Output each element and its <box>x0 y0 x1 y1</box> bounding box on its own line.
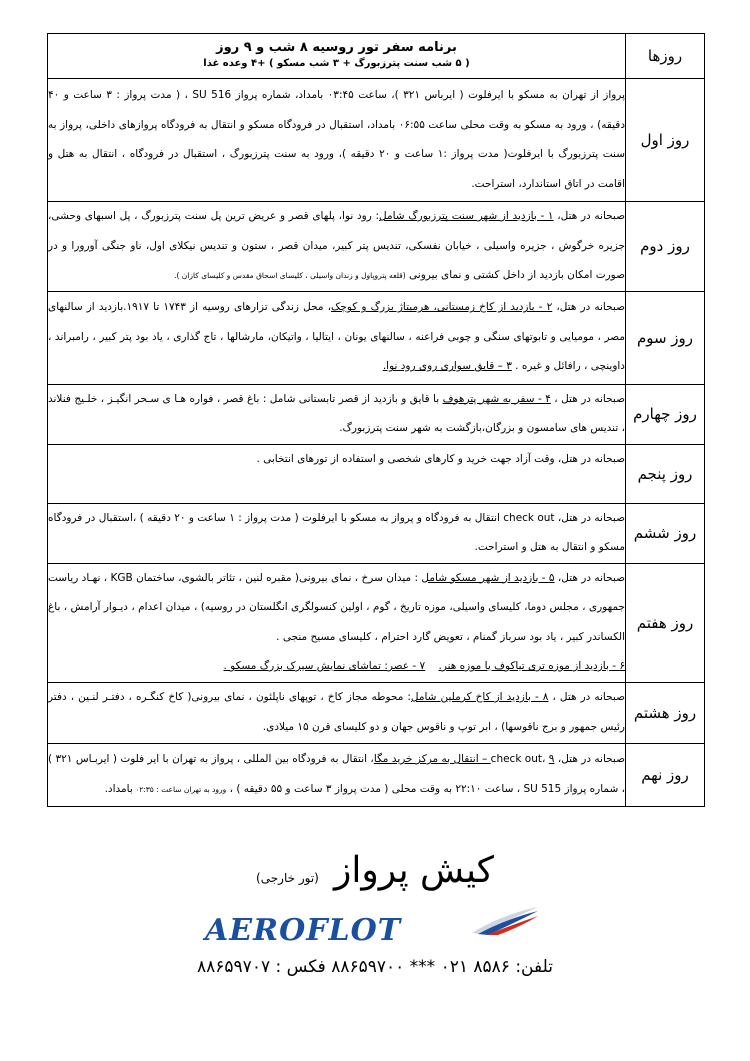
tour-item: ۱ - بازدید از شهر سنت پترزبورگ شامل <box>379 210 554 222</box>
day-row-2 <box>48 202 705 292</box>
day-label: روز دوم <box>626 202 705 292</box>
day-label: روز پنجم <box>626 444 705 503</box>
day-row-8 <box>48 682 705 743</box>
desc-text: : میدان سرخ ، نمای بیرونی( مقبره لنین ، تئاتر بالشوی، ساختمان KGB ، نهـاد ریاست جمهوری ، مجلس دوما، کلیسای واسیلی، موزه تاریخ ، گوم ، اولین کنسولگری انگلستان در روسیه) ، میدان اعدام ، دیـوار آرامش ، باغ الکساندر کبیر ، یاد بود سرباز گمنام ، تعویض گارد احترام ، کلیسای مسیح منجی . <box>48 571 625 643</box>
itinerary-title: برنامه سفر تور روسیه ۸ شب و ۹ روز <box>216 40 457 55</box>
company-name: کیش پرواز <box>333 850 494 891</box>
tour-item: ۸ - بازدید از کاخ کرملین شامل <box>410 691 549 703</box>
day-row-6 <box>48 503 705 563</box>
day-label: روز سوم <box>626 291 705 384</box>
company-subtitle: (تور خارجی) <box>256 871 319 885</box>
tour-item: ۷ - عصر: تماشای نمایش سیرک بزرگ مسکو . <box>223 660 426 672</box>
flag-wing-icon <box>470 905 540 935</box>
day-description: پرواز از تهران به مسکو با ایرفلوت ( ایرباس ۳۲۱ )، ساعت ۰۳:۴۵ بامداد، شماره پرواز SU 516 ، ( مدت پرواز : ۳ ساعت و ۴۰ دقیقه) ، ورود به مسکو به وقت محلی ساعت ۰۶:۵۵ بامداد، استقبال در فرودگاه مسکو و انتقال به فرودگاه پروازهای داخلی، پرواز به سنت پترزبورگ با ایرفلوت( مدت پرواز :۱ ساعت و ۲۰ دقیقه )، ورود به سنت پترزبورگ ، استقبال در فرودگاه ، انتقال به هتل و اقامت در اتاق استاندارد، استراحت. <box>48 79 626 202</box>
day-label: روز هشتم <box>626 682 705 743</box>
day-row-7 <box>48 563 705 682</box>
itinerary-subtitle: ( ۵ شب سنت پترزبورگ + ۳ شب مسکو ) +۴ وعده غذا <box>203 58 470 69</box>
day-description: صبحانه در هتل، وقت آزاد جهت خرید و کارهای شخصی و استفاده از تورهای انتخابی . <box>48 444 626 503</box>
aeroflot-logo <box>205 905 545 950</box>
day-description <box>48 743 626 806</box>
day-label: روز نهم <box>626 743 705 806</box>
table-header-row <box>48 34 705 79</box>
tour-item: ۴ - سفر به شهر پترهوف <box>442 392 551 405</box>
day-row-1 <box>48 79 705 202</box>
tour-item: ۶ - بازدید از موزه تری تیاکوف یا موزه هنر. <box>438 660 625 672</box>
desc-text: صبحانه در هتل، <box>552 301 625 314</box>
day-label: روز هفتم <box>626 563 705 682</box>
itinerary-table <box>47 33 705 807</box>
desc-text: صبحانه در هتل ، <box>548 691 625 703</box>
desc-note: ورود به تهران ساعت : ۰۲:۳۵ <box>132 784 227 794</box>
desc-text: بامداد. <box>104 782 133 795</box>
day-description <box>48 384 626 444</box>
company-brand <box>0 850 750 900</box>
desc-note: (قلعه پتروپاول و زندان واسیلی ، کلیسای اسحاق مقدس و کلیسای کازان ). <box>174 271 406 280</box>
aeroflot-logo-text: AEROFLOT <box>205 913 402 948</box>
desc-text: : محوطه مجاز کاخ ، توپهای ناپلئون ، نمای بیرونی( کاخ کنگـره ، دفتـر لنـین ، دفتر رئیس جمهور و برج ناقوسها) ، ابر توپ و ناقوس جهان و دو کلیسای قرن ۱۵ میلادی. <box>48 691 625 733</box>
contact-info: تلفن: ۸۵۸۶ ۰۲۱ *** ۸۸۶۵۹۷۰۰ فکس : ۸۸۶۵۹۷۰۷ <box>197 957 553 977</box>
desc-text: صبحانه در هتل ، <box>550 392 625 405</box>
days-column-header: روزها <box>626 34 705 79</box>
day-description <box>48 563 626 682</box>
desc-text: ، محل زندگی تزارهای روسیه از ۱۷۴۳ تا ۱۹۱۷.بازدید از سالنهای مصر ، مومیایی و تابوتهای سنگی و چوبی فراعنه ، سالنهای یونان ، ایتالیا ، واتیکان، مارشالها ، تاج گذاری ، یاد بود پتر کبیر ، رامبراند ، داوینچی ، رافائل و غیره . <box>48 301 625 373</box>
desc-text: صبحانه در هتل، check out، <box>490 753 626 765</box>
desc-text: صبحانه در هتل، <box>554 571 625 584</box>
day-row-9 <box>48 743 705 806</box>
desc-text: : رود نوا، پلهای قصر و عریض ترین پل سنت پترزبورگ ، پل اسبهای وحشی، جزیره خرگوش ، جزیره واسیلی ، خیابان نفسکی، تندیس پتر کبیر، میدان قصر ، ستون و تندیس نیکلای اول، ناو جنگی آورورا و در صورت امکان بازدید از داخل کشتی و نمای بیرونی <box>48 210 625 281</box>
day-row-5 <box>48 444 705 503</box>
tour-item: ۵ - بازدید از شهر مسکو شامل <box>421 571 555 584</box>
desc-text: با قایق و بازدید از قصر تابستانی شامل : باغ قصر ، فواره هـا ی سـحر انگیـز ، خلـیج فنلاند ، تندیس های سامسون و بزرگان،بازگشت به شهر سنت پترزبورگ. <box>48 392 625 434</box>
tour-item: ۹ – انتقال به مرکز خرید مگا <box>373 753 555 765</box>
day-description <box>48 202 626 292</box>
day-description: صبحانه در هتل، check out انتقال به فرودگاه و پرواز به مسکو با ایرفلوت ( مدت پرواز : ۱ ساعت و ۲۰ دقیقه ) ،استقبال در فرودگاه مسکو و انتقال به هتل و استراحت. <box>48 503 626 563</box>
day-row-4 <box>48 384 705 444</box>
day-description <box>48 291 626 384</box>
day-description <box>48 682 626 743</box>
desc-text: صبحانه در هتل، <box>553 210 626 222</box>
tour-item: ۳ – قایق سواری روی رود نوا. <box>382 360 512 373</box>
day-row-3 <box>48 291 705 384</box>
desc-text: ، انتقال به فرودگاه بین المللی ، پرواز به تهران با ایر فلوت ( ایربـاس ۳۲۱ ) ، شماره پرواز SU 515 ، ساعت ۲۲:۱۰ به وقت محلی ( مدت پرواز ۳ ساعت و ۵۵ دقیقه ) ، <box>48 753 625 795</box>
tour-item: ۲ - بازدید از کاخ زمستانی، هرمیتاژ بزرگ و کوچک <box>330 301 553 314</box>
day-label: روز اول <box>626 79 705 202</box>
itinerary-title-cell <box>48 34 626 79</box>
day-label: روز ششم <box>626 503 705 563</box>
day-label: روز چهارم <box>626 384 705 444</box>
